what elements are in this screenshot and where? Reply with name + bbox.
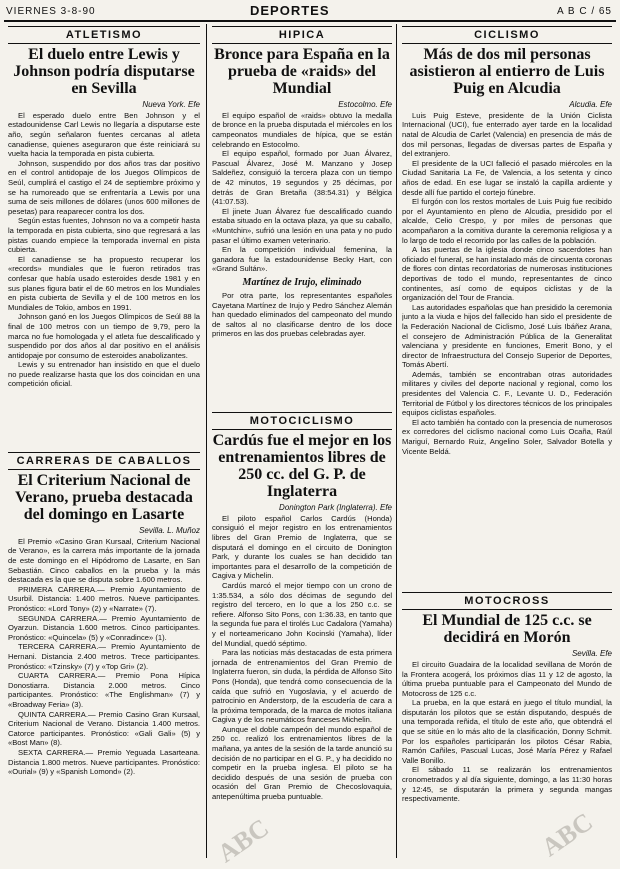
kicker-motocross: MOTOCROSS — [402, 592, 612, 610]
article-body — [212, 291, 392, 339]
paragraph: El equipo español de «raids» obtuvo la medalla de bronce en la prueba disputada el miércoles en los campeonatos mundiales de hípica, que se están celebrando en Estocolmo. — [212, 110, 392, 149]
dateline: Alcudia. Efe — [569, 99, 612, 109]
paragraph: El presidente de la UCI falleció el pasado miércoles en la Ciudad Sanitaria La Fe, de Valencia, a los setenta y cinco años de edad. En ese lugar se instaló la capilla ardiente y desde allí fue partido el cortejo fúnebre. — [402, 158, 612, 197]
paragraph: TERCERA CARRERA.— Premio Ayuntamiento de Hernani. Distancia 2.400 metros. Trece participantes. Pronóstico: «Tzinsky» (7) y «Top Gri» (2). — [8, 642, 200, 671]
paragraph: PRIMERA CARRERA.— Premio Ayuntamiento de Usurbil. Distancia: 1.400 metros. Nueve participantes. Pronóstico: «Lord Tony» (2) y «Narrate» (7). — [8, 584, 200, 614]
paragraph: CUARTA CARRERA.— Premio Pona Hípica Donostiarra. Distancia 2.000 metros. Cinco participantes. Pronóstico: «The Englishman» (7) y «Broadway Feria» (3). — [8, 671, 200, 709]
paragraph: Para las noticias más destacadas de esta primera jornada de entrenamientos del Gran Premio de Inglaterra fueron, sin duda, la pérdida de Alfonso Sito Pons (Honda), que tendrá como consecuencia de la caída que sufrió en Yugoslavia, y el acuerdo de patrocinio en Anderstorp, de la escudería de cara a la próxima temporada, de la marca de motos italiana Cagiva y de los neumáticos franceses Michelin. — [212, 648, 392, 725]
headline-morón: El Mundial de 125 c.c. se decidirá en Morón — [422, 612, 592, 646]
article-caballos — [8, 452, 200, 857]
article-body — [402, 660, 612, 804]
paragraph: Según estas fuentes, Johnson no va a competir hasta la temporada en pista cubierta, sino que regresará a las pistas cuando empiece la temporada invernal en pista cubierta. — [8, 216, 200, 255]
headline-luis-puig: Más de dos mil personas asistieron al entierro de Luis Puig en Alcudia — [409, 46, 605, 97]
paragraph: Luis Puig Esteve, presidente de la Unión Ciclista Internacional (UCI), fue enterrado ayer tarde en la localidad natal de Alcudia de Carlet (Valencia) en presencia de más de dos mil personas, llegadas de diversas partes de España y del extranjero. — [402, 110, 612, 159]
subhead-irujo: Martínez de Irujo, eliminado — [242, 276, 362, 288]
article-body — [212, 111, 392, 274]
paragraph: El esperado duelo entre Ben Johnson y el estadounidense Carl Lewis no llegaría a disputarse este año, según señalaron fuentes cercanas al atleta canadiense, quienes aseguraron que éste reiniciará su vuelta hacia la temporada en pista cubierta. — [8, 110, 200, 159]
article-hipica — [212, 26, 392, 406]
dateline: Donington Park (Inglaterra). Efe — [279, 502, 392, 512]
paragraph: Johnson ganó en los Juegos Olímpicos de Seúl 88 la final de 100 metros con un tiempo de 9,79, pero la marca no fue homologada y el atleta fue descalificado y suspendido por dos años al dar positivo en el análisis antidopaje por consumo de esteroides anabolizantes. — [8, 312, 200, 360]
paragraph: QUINTA CARRERA.— Premio Casino Gran Kursaal, Criterium Nacional de Verano. Distancia 1.400 metros. Catorce participantes. Pronóstico: «Gali Gali» (5) y «Bost Man» (8). — [8, 709, 200, 748]
paragraph: Cardús marcó el mejor tiempo con un crono de 1:35.534, a sólo dos décimas de segundo del registro del tercero, en lo que a los 250 c.c. se refiere. Alfonso Sito Pons, con 1:36.33, en tanto que la segunda fue para el tirolés Luc Cadalora (Yamaha) y el norteamericano John Kocinski (Yamaha), líder del Mundial, quedó séptimo. — [212, 580, 392, 648]
article-body — [8, 537, 200, 777]
headline-cardus: Cardús fue el mejor en los entrenamientos libres de 250 cc. del G. P. de Inglaterra — [212, 432, 392, 500]
dateline: Sevilla. L. Muñoz — [139, 525, 200, 535]
article-atletismo — [8, 26, 200, 446]
paragraph: Por otra parte, los representantes españoles Cayetana Martínez de Irujo y Pedro Sánchez Alemán han quedado eliminados del campeonato del mundo de saltos al no clasificarse dentro de los doce primeros en las dos pruebas celebradas ayer. — [212, 290, 392, 339]
kicker-motociclismo: MOTOCICLISMO — [212, 412, 392, 430]
paragraph: El jinete Juan Álvarez fue descalificado cuando estaba situado en la octava plaza, ya que su caballo, «Muntchin», sufrió una lesión en una pata y no pudo pasar el último examen veterinario. — [212, 206, 392, 245]
page-date: VIERNES 3-8-90 — [6, 6, 96, 17]
paragraph: El Premio «Casino Gran Kursaal, Criterium Nacional de Verano», es la carrera más importante de la jornada de este domingo en el Hipódromo de Lasarte, en San Sebastián. Cinco caballos en la prueba y la más destacada es la que se disputa sobre 1.600 metros. — [8, 536, 200, 585]
paragraph: Lewis y su entrenador han insistido en que el duelo no puede realizarse hasta que los dos coincidan en una competición oficial. — [8, 360, 200, 389]
headline-lewis-johnson: El duelo entre Lewis y Johnson podría disputarse en Sevilla — [13, 46, 195, 97]
header-rule — [4, 20, 616, 22]
watermark-logo: ABC — [536, 806, 598, 863]
watermark-logo: ABC — [212, 812, 274, 869]
paragraph: El acto también ha contado con la presencia de numerosos ex corredores del ciclismo nacional como Luis Ocaña, Raúl Mariguí, Bernardo Ruiz, Angelino Soler, Salvador Botella y Vicente Beldá. — [402, 417, 612, 456]
paragraph: El canadiense se ha propuesto recuperar los «records» mundiales que le fueron retirados tras confesar que había usado esteroides desde 1981 y en sus planes figura batir el de 60 metros en los Mundiales en pista cubierta de Sevilla y el de 100 metros en los Mundiales de Tokio, ambos en 1991. — [8, 254, 200, 312]
paragraph: La prueba, en la que estará en juego el título mundial, la disputarán los pilotos que se están disputando, después de una temporada reñida, el título de este año, que obtendrá el que se sitúe en lo más alto de la clasificación, Donny Schmit. Por los españoles participarán los pilotos César Rabia, Ramón Cañiles, Pascual Lucas, José María Pérez y Rafael Valle Bonillo. — [402, 698, 612, 765]
column-divider — [396, 24, 397, 858]
paragraph: SEXTA CARRERA.— Premio Yeguada Lasarteana. Distancia 1.800 metros. Nueve participantes. Pronóstico: «Ourial» (9) y «Spanish Lomond» (2). — [8, 747, 200, 777]
paragraph: El circuito Guadaira de la localidad sevillana de Morón de la Frontera acogerá, los próximos días 11 y 12 de agosto, la última prueba puntuable para el Campeonato del Mundo de Motocross de 125 c.c. — [402, 659, 612, 698]
dateline: Sevilla. Efe — [571, 648, 612, 658]
column-divider — [206, 24, 207, 858]
kicker-hipica: HIPICA — [212, 26, 392, 44]
paragraph: Johnson, suspendido por dos años tras dar positivo en el control antidopaje de los Juegos Olímpicos de Seúl, cumplirá el castigo el 24 de septiembre próximo y se ha rumoreado que se enfrentaría a Lewis por una suma de seis millones de dólares (unos 600 millones de pesetas) para reaparecer contra los dos. — [8, 158, 200, 216]
paragraph: El sábado 11 se realizarán los entrenamientos cronometrados y al día siguiente, domingo, a las 11:30 horas y 12:45, se disputarán la primera y segunda mangas respectivamente. — [402, 765, 612, 804]
paragraph: A las puertas de la iglesia donde cinco sacerdotes han oficiado el funeral, se han instalado más de cincuenta coronas de flores con dintas recordatorias de numerosas instituciones deportivas de todo el mundo, representantes de cinco continentes, así como de equipos ciclistas y de la organización del Tour de Francia. — [402, 245, 612, 303]
kicker-ciclismo: CICLISMO — [402, 26, 612, 44]
headline-criterium: El Criterium Nacional de Verano, prueba destacada del domingo en Lasarte — [15, 472, 193, 523]
paragraph: SEGUNDA CARRERA.— Premio Ayuntamiento de Oyarzun. Distancia 1.600 metros. Cinco participantes. Pronóstico: «Quincela» (5) y «Conradince» (1). — [8, 613, 200, 642]
section-title: DEPORTES — [250, 3, 330, 18]
paragraph: Aunque el doble campeón del mundo español de 250 cc. realizó los entrenamientos libres de la mañana, ya antes de la sesión de la tarde anunció su decisión de no participar en el G. P., y ha decidido no competir en la prueba inglesa. El piloto se ha decidido después de una sesión de prueba con ocasión del Gran Premio de Checoslovaquia, antepenúltima prueba puntuable. — [212, 724, 392, 802]
dateline: Nueva York. Efe — [142, 99, 200, 109]
paragraph: El piloto español Carlos Cardús (Honda) consiguió el mejor registro en los entrenamientos libres del Gran Premio de Inglaterra, que se disputará el domingo en el circuito de Donington Park, y durante los cuales se han decidido tan importantes para el desarrollo de la competición de Cagiva y Michelin. — [212, 513, 392, 581]
paragraph: El equipo español, formado por Juan Álvarez, Pascual Álvarez, José M. Manzano y Josep Saldeñez, consiguió la tercera plaza con un tiempo de 42 minutos, 19 segundos y 25 décimas, por detrás de Gran Bretaña (38:54.31) y Bélgica (41:07.53). — [212, 149, 392, 207]
page-number: A B C / 65 — [556, 6, 612, 17]
kicker-caballos: CARRERAS DE CABALLOS — [8, 452, 200, 470]
paragraph: En la competición individual femenina, la ganadora fue la estadounidense Becky Hart, con «Grand Sultán». — [212, 245, 392, 274]
article-body — [8, 111, 200, 389]
article-motociclismo — [212, 412, 392, 857]
paragraph: Además, también se encontraban otras autoridades militares y civiles del deporte nacional y regional, como los presidentes del Valencia C. F., Levante U. D., Federación Territorial de Fútbol y los directores técnicos de los principales equipos ciclistas españoles. — [402, 369, 612, 418]
dateline: Estocolmo. Efe — [338, 99, 392, 109]
paragraph: Las autoridades españolas que han presidido la ceremonia junto a la viuda e hijos del fallecido han sido el presidente de la Federación Nacional de Ciclismo, José Luis Ibáñez Arana, el consejero de Administración Pública de la Generalitat valenciana y presidente en funciones, Emerit Bono, y el director de Infraestructura del Consejo Superior de Deportes, Tomás Abertí. — [402, 302, 612, 370]
headline-bronce: Bronce para España en la prueba de «raids» del Mundial — [214, 46, 390, 97]
article-ciclismo — [402, 26, 612, 586]
kicker-atletismo: ATLETISMO — [8, 26, 200, 44]
article-body — [212, 514, 392, 802]
paragraph: El furgón con los restos mortales de Luis Puig fue recibido por el Ayuntamiento en pleno de Alcudia, presidido por el alcalde, Celio Crespo, y por miles de personas que acompañaron a la comitiva durante la ceremonia religiosa y a lo largo de todo el recorrido por las calles de la población. — [402, 197, 612, 245]
article-body — [402, 111, 612, 456]
